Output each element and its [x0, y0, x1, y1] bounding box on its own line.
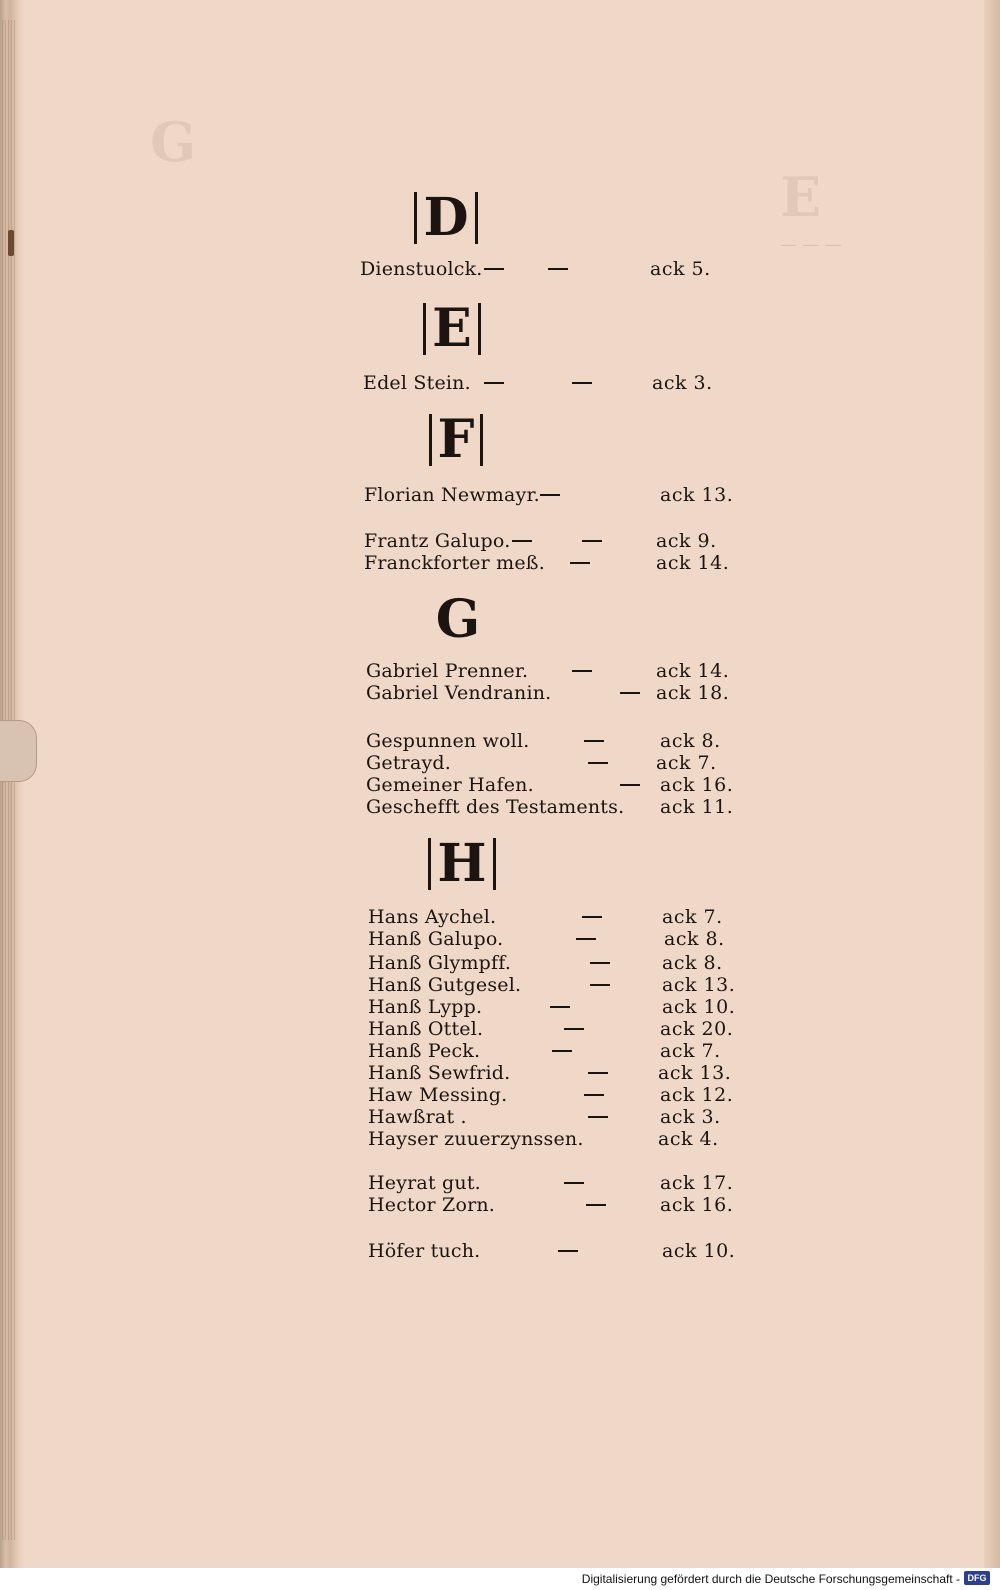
- index-entry: [0, 1194, 1000, 1218]
- index-entry: [0, 372, 1000, 396]
- index-entry: [0, 1040, 1000, 1064]
- entry-name: Gabriel Prenner.: [366, 660, 529, 682]
- entry-name: Florian Newmayr.: [364, 484, 540, 506]
- entry-name: Hanß Galupo.: [368, 928, 504, 950]
- entry-name: Höfer tuch.: [368, 1240, 481, 1262]
- entry-ref: ack 7.: [660, 1040, 721, 1062]
- dfg-logo: DFG: [964, 1571, 990, 1585]
- dfg-credit: Digitalisierung gefördert durch die Deutsche Forschungsgemeinschaft -: [581, 1572, 960, 1586]
- entry-ref: ack 8.: [660, 730, 721, 752]
- index-entry: [0, 1106, 1000, 1130]
- index-entry: [0, 730, 1000, 754]
- entry-ref: ack 7.: [662, 906, 723, 928]
- dash: [620, 784, 640, 786]
- index-entry: [0, 660, 1000, 684]
- entry-ref: ack 10.: [662, 996, 736, 1018]
- index-entry: [0, 1084, 1000, 1108]
- entry-name: Hanß Peck.: [368, 1040, 481, 1062]
- dash: [484, 382, 504, 384]
- entry-name: Hanß Sewfrid.: [368, 1062, 511, 1084]
- entry-name: Heyrat gut.: [368, 1172, 481, 1194]
- entry-name: Hayser zuuerzynssen.: [368, 1128, 584, 1150]
- index-entry: [0, 952, 1000, 976]
- index-entry: [0, 774, 1000, 798]
- index-entry: [0, 530, 1000, 554]
- dash: [540, 494, 560, 496]
- index-entry: [0, 796, 1000, 820]
- index-entry: [0, 996, 1000, 1020]
- dash: [564, 1182, 584, 1184]
- entry-ref: ack 7.: [656, 752, 717, 774]
- dash: [582, 916, 602, 918]
- entry-name: Haw Messing.: [368, 1084, 508, 1106]
- entry-name: Hanß Ottel.: [368, 1018, 484, 1040]
- entry-ref: ack 16.: [660, 774, 734, 796]
- entry-ref: ack 14.: [656, 552, 730, 574]
- dash: [584, 1094, 604, 1096]
- section-initial-h: H: [422, 838, 502, 890]
- index-entry: [0, 1018, 1000, 1042]
- bookmark-tab: [8, 230, 14, 256]
- entry-name: Dienstuolck.: [360, 258, 483, 280]
- dash: [620, 692, 640, 694]
- show-through-lines: — — —: [780, 235, 842, 255]
- entry-ref: ack 20.: [660, 1018, 734, 1040]
- entry-name: Franckforter meß.: [364, 552, 545, 574]
- dash: [550, 1006, 570, 1008]
- entry-ref: ack 8.: [662, 952, 723, 974]
- entry-ref: ack 13.: [660, 484, 734, 506]
- dash: [512, 540, 532, 542]
- entry-name: Getrayd.: [366, 752, 452, 774]
- entry-name: Hanß Glympff.: [368, 952, 512, 974]
- index-entry: [0, 552, 1000, 576]
- dash: [590, 962, 610, 964]
- entry-ref: ack 3.: [652, 372, 713, 394]
- entry-ref: ack 17.: [660, 1172, 734, 1194]
- section-initial-f: F: [416, 414, 496, 466]
- entry-ref: ack 9.: [656, 530, 717, 552]
- entry-name: Edel Stein.: [363, 372, 471, 394]
- dash: [576, 938, 596, 940]
- dash: [588, 762, 608, 764]
- section-initial-d: D: [406, 192, 486, 244]
- dash: [564, 1028, 584, 1030]
- entry-ref: ack 3.: [660, 1106, 721, 1128]
- index-entry: [0, 1172, 1000, 1196]
- dash: [588, 1116, 608, 1118]
- show-through-letter: E: [780, 165, 822, 229]
- dash: [484, 268, 504, 270]
- index-entry: [0, 1062, 1000, 1086]
- index-entry: [0, 752, 1000, 776]
- section-initial-g: G: [435, 589, 481, 650]
- digitization-footer: [0, 1568, 1000, 1590]
- entry-name: Hanß Lypp.: [368, 996, 483, 1018]
- dash: [590, 984, 610, 986]
- index-entry: [0, 1240, 1000, 1264]
- entry-ref: ack 8.: [664, 928, 725, 950]
- dash: [572, 670, 592, 672]
- entry-ref: ack 14.: [656, 660, 730, 682]
- entry-ref: ack 12.: [660, 1084, 734, 1106]
- index-entry: [0, 1128, 1000, 1152]
- section-initial-e: E: [412, 303, 492, 355]
- entry-ref: ack 13.: [658, 1062, 732, 1084]
- entry-name: Geschefft des Testaments.: [366, 796, 625, 818]
- show-through-letter: G: [150, 110, 197, 174]
- dash: [552, 1050, 572, 1052]
- entry-ref: ack 18.: [656, 682, 730, 704]
- index-entry: [0, 928, 1000, 952]
- entry-name: Gespunnen woll.: [366, 730, 530, 752]
- entry-name: Gemeiner Hafen.: [366, 774, 534, 796]
- entry-ref: ack 5.: [650, 258, 711, 280]
- entry-ref: ack 11.: [660, 796, 734, 818]
- dash: [582, 540, 602, 542]
- entry-name: Hector Zorn.: [368, 1194, 496, 1216]
- dash: [558, 1250, 578, 1252]
- entry-name: Hans Aychel.: [368, 906, 497, 928]
- dash: [586, 1204, 606, 1206]
- entry-ref: ack 4.: [658, 1128, 719, 1150]
- index-entry: [0, 974, 1000, 998]
- dash: [548, 268, 568, 270]
- entry-ref: ack 10.: [662, 1240, 736, 1262]
- entry-name: Gabriel Vendranin.: [366, 682, 552, 704]
- dash: [584, 740, 604, 742]
- index-entry: [0, 906, 1000, 930]
- entry-ref: ack 16.: [660, 1194, 734, 1216]
- index-entry: [0, 484, 1000, 508]
- entry-ref: ack 13.: [662, 974, 736, 996]
- dash: [572, 382, 592, 384]
- entry-name: Hanß Gutgesel.: [368, 974, 522, 996]
- entry-name: Hawßrat .: [368, 1106, 467, 1128]
- entry-name: Frantz Galupo.: [364, 530, 511, 552]
- index-entry: [0, 682, 1000, 706]
- dash: [570, 562, 590, 564]
- index-entry: [0, 258, 1000, 282]
- dash: [588, 1072, 608, 1074]
